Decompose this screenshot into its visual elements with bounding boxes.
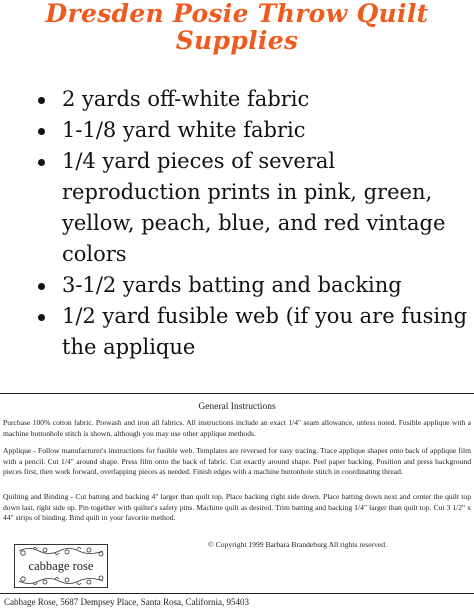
list-item xyxy=(28,115,468,146)
address-line: Cabbage Rose, 5687 Dempsey Place, Santa Rosa, California, 95403 xyxy=(4,597,249,607)
bullet-icon xyxy=(38,314,45,321)
page-subtitle: Supplies xyxy=(175,26,299,55)
supply-text: 1/4 yard pieces of several reproduction prints in pink, green, yellow, peach, blue, and red vintage colors xyxy=(62,149,446,266)
list-item xyxy=(28,301,468,363)
list-item xyxy=(28,270,468,301)
page-title: Dresden Posie Throw Quilt xyxy=(45,0,429,28)
instructions-paragraph-applique: Applique - Follow manufacturer's instructions for fusible web. Templates are reversed for easy tracing. Trace applique shapes onto back of applique film with a pencil. Cut 1/4" around shape. Press film onto the back of fabric. Cut exactly around shape. Peel paper backing. Position and press background pieces first, then work forward, overlapping pieces as needed. Finish edges with a machine buttonhole stitch in coordinating thread. xyxy=(3,446,471,477)
supply-text: 2 yards off-white fabric xyxy=(62,87,310,111)
bullet-icon xyxy=(38,128,45,135)
cabbage-rose-logo xyxy=(14,544,108,588)
instructions-paragraph-quilting: Quilting and Binding - Cut batting and backing 4" larger than quilt top. Place backing right side down. Place batting down next and center the quilt top down last, right side up. Pin together with quilter's safety pins. Machine quilt as desired. Trim batting and backing 1/4" larger than quilt top. Cut 3 1/2" x 44" strips of binding. Bind quilt in your favorite method. xyxy=(3,492,471,523)
bullet-icon xyxy=(38,159,45,166)
supply-text: 3-1/2 yards batting and backing xyxy=(62,273,402,297)
footer-divider xyxy=(0,593,474,594)
list-item xyxy=(28,84,468,115)
supply-text: 1-1/8 yard white fabric xyxy=(62,118,306,142)
instructions-paragraph-fabric: Purchase 100% cotton fabric. Prewash and iron all fabrics. All instructions include an exact 1/4" seam allowance, unless noted. Fusible applique with a machine buttonhole stitch is shown, although you may use other applique methods. xyxy=(3,418,471,438)
bullet-icon xyxy=(38,283,45,290)
list-item xyxy=(28,146,468,270)
bullet-icon xyxy=(38,97,45,104)
copyright-notice: © Copyright 1999 Barbara Brandeburg All rights reserved. xyxy=(208,540,387,549)
instructions-title: General Instructions xyxy=(198,402,276,412)
supply-text: 1/2 yard fusible web (if you are fusing the applique xyxy=(62,304,468,359)
section-divider xyxy=(0,393,474,394)
supplies-list xyxy=(28,84,468,363)
logo-text: cabbage rose xyxy=(28,559,94,573)
